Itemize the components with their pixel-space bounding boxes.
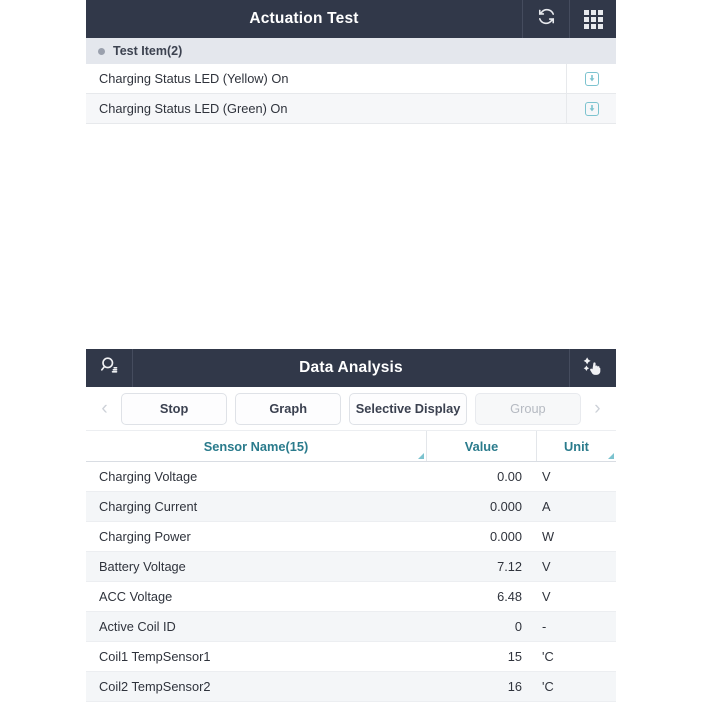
cell-value: 0.000 (489, 529, 522, 544)
drag-hand-icon (582, 355, 604, 382)
column-header-unit-label: Unit (564, 438, 589, 454)
graph-button[interactable]: Graph (235, 393, 341, 425)
test-item-row[interactable] (86, 94, 616, 124)
cell-unit: A (542, 499, 551, 514)
cell-unit: 'C (542, 679, 554, 694)
actuation-test-panel (86, 0, 616, 124)
stop-button[interactable]: Stop (121, 393, 227, 425)
cell-unit: W (542, 529, 555, 544)
refresh-button[interactable] (522, 0, 569, 38)
cell-value: 16 (507, 679, 522, 694)
table-row[interactable] (86, 582, 616, 612)
grid-icon (584, 10, 603, 29)
search-button[interactable] (86, 349, 133, 387)
cell-sensor-name: Active Coil ID (99, 619, 176, 634)
cell-sensor-name: Charging Voltage (99, 469, 198, 484)
column-resize-handle[interactable] (418, 453, 424, 459)
table-row[interactable] (86, 612, 616, 642)
column-header-unit[interactable] (536, 431, 616, 461)
grid-view-button[interactable] (569, 0, 616, 38)
table-row[interactable] (86, 642, 616, 672)
group-button[interactable]: Group (475, 393, 581, 425)
table-row[interactable] (86, 462, 616, 492)
cell-sensor-name: Coil1 TempSensor1 (99, 649, 211, 664)
cell-unit: V (542, 559, 551, 574)
search-zoom-icon (99, 355, 120, 381)
test-item-execute-button[interactable] (566, 64, 616, 94)
data-analysis-panel (86, 349, 616, 704)
table-row[interactable] (86, 552, 616, 582)
column-header-sensor-name-label: Sensor Name(15) (203, 438, 309, 454)
toolbar-next-button[interactable]: › (594, 397, 601, 419)
cell-sensor-name: Charging Current (99, 499, 198, 514)
toolbar-prev-button[interactable]: ‹ (101, 397, 108, 419)
download-icon (585, 72, 599, 86)
data-table-header (86, 431, 616, 462)
cell-value: 0 (514, 619, 522, 634)
test-item-label: Charging Status LED (Green) On (99, 101, 288, 116)
data-analysis-title: Data Analysis (299, 359, 403, 376)
table-row[interactable] (86, 492, 616, 522)
column-header-sensor-name[interactable] (86, 431, 426, 461)
cell-value: 0.000 (489, 499, 522, 514)
test-item-row[interactable] (86, 64, 616, 94)
data-analysis-titlebar (86, 349, 616, 387)
cell-value: 0.00 (497, 469, 522, 484)
download-icon (585, 102, 599, 116)
column-header-value[interactable] (426, 431, 536, 461)
test-item-label: Charging Status LED (Yellow) On (99, 71, 289, 86)
bullet-icon (98, 48, 105, 55)
table-row[interactable] (86, 522, 616, 552)
cell-sensor-name: ACC Voltage (99, 589, 173, 604)
gesture-mode-button[interactable] (569, 349, 616, 387)
cell-unit: - (542, 619, 547, 634)
test-item-execute-button[interactable] (566, 94, 616, 124)
test-item-count-label: Test Item(2) (113, 44, 183, 58)
data-table-body (86, 462, 616, 702)
cell-sensor-name: Battery Voltage (99, 559, 186, 574)
cell-sensor-name: Coil2 TempSensor2 (99, 679, 211, 694)
cell-value: 15 (507, 649, 522, 664)
cell-sensor-name: Charging Power (99, 529, 191, 544)
cell-value: 7.12 (497, 559, 522, 574)
selective-display-button[interactable]: Selective Display (349, 393, 467, 425)
actuation-test-titlebar (86, 0, 616, 38)
cell-value: 6.48 (497, 589, 522, 604)
refresh-icon (537, 7, 556, 31)
test-item-section-band (86, 38, 616, 64)
cell-unit: V (542, 469, 551, 484)
cell-unit: 'C (542, 649, 554, 664)
column-header-value-label: Value (464, 438, 499, 454)
data-analysis-toolbar (86, 387, 616, 431)
table-row[interactable] (86, 672, 616, 702)
column-resize-handle[interactable] (608, 453, 614, 459)
cell-unit: V (542, 589, 551, 604)
actuation-test-title: Actuation Test (249, 10, 359, 27)
